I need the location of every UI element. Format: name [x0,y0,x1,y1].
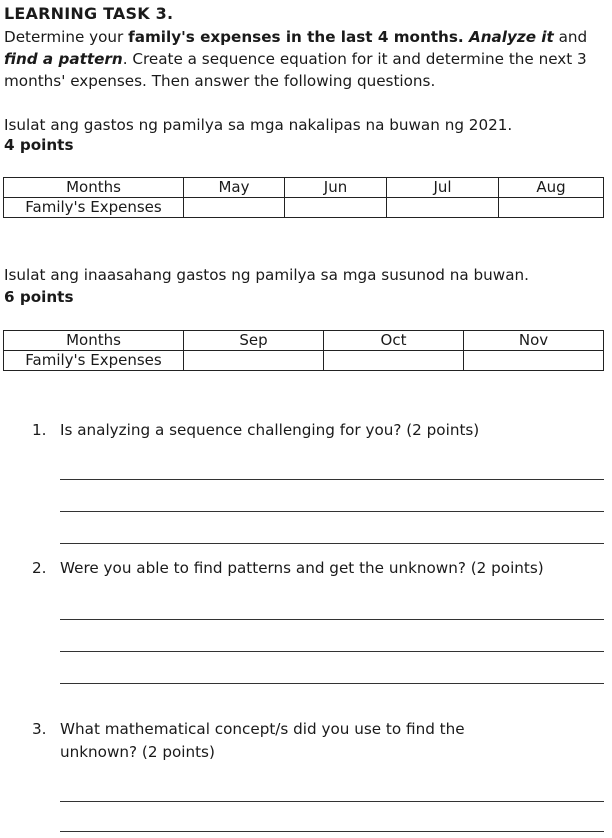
section1-instruction: Isulat ang gastos ng pamilya sa mga nakalipas na buwan ng 2021. [4,116,513,134]
table-row [4,178,604,198]
question-number: 3. [32,720,47,738]
expense-cell[interactable] [324,351,464,371]
question-1 [32,419,479,441]
month-cell: Jul [387,178,499,198]
month-cell: Sep [184,331,324,351]
answer-line[interactable] [60,801,604,802]
expense-cell[interactable] [387,198,499,218]
table-row [4,331,604,351]
question-text: Were you able to find patterns and get the unknown? (2 points) [60,559,544,577]
instr-part-6: . Create a sequence equation for it and determine the next 3 months' expenses. Then answer the following questions. [4,50,587,90]
question-number: 1. [32,421,47,439]
answer-line[interactable] [60,511,604,512]
past-expenses-table [3,177,604,218]
instr-part-3: Analyze it [468,28,554,46]
expense-cell[interactable] [285,198,387,218]
answer-line[interactable] [60,651,604,652]
question-3-continued: unknown? (2 points) [60,743,215,761]
months-header: Months [4,331,184,351]
projected-expenses-table [3,330,604,371]
table-row [4,198,604,218]
section2-points: 6 points [4,288,74,306]
section2-instruction: Isulat ang inaasahang gastos ng pamilya sa mga susunod na buwan. [4,266,529,284]
instr-part-5: find a pattern [4,50,123,68]
answer-line[interactable] [60,683,604,684]
answer-line[interactable] [60,831,604,832]
expenses-header: Family's Expenses [4,351,184,371]
answer-line[interactable] [60,479,604,480]
instr-part-2: family's expenses in the last 4 months. [128,28,469,46]
answer-line[interactable] [60,543,604,544]
question-2 [32,557,544,579]
instr-part-1: Determine your [4,28,129,46]
months-header: Months [4,178,184,198]
month-cell: Oct [324,331,464,351]
question-text: Is analyzing a sequence challenging for you? (2 points) [60,421,480,439]
expenses-header: Family's Expenses [4,198,184,218]
question-text: What mathematical concept/s did you use to find the [60,720,465,738]
expense-cell[interactable] [184,351,324,371]
table-row [4,351,604,371]
expense-cell[interactable] [499,198,604,218]
task-instructions [4,26,604,92]
task-title: LEARNING TASK 3. [4,4,174,23]
month-cell: Jun [285,178,387,198]
instr-part-4: and [553,28,588,46]
section1-points: 4 points [4,136,74,154]
expense-cell[interactable] [184,198,285,218]
month-cell: Nov [464,331,604,351]
month-cell: May [184,178,285,198]
answer-line[interactable] [60,619,604,620]
question-3 [32,718,465,740]
expense-cell[interactable] [464,351,604,371]
question-number: 2. [32,559,47,577]
month-cell: Aug [499,178,604,198]
